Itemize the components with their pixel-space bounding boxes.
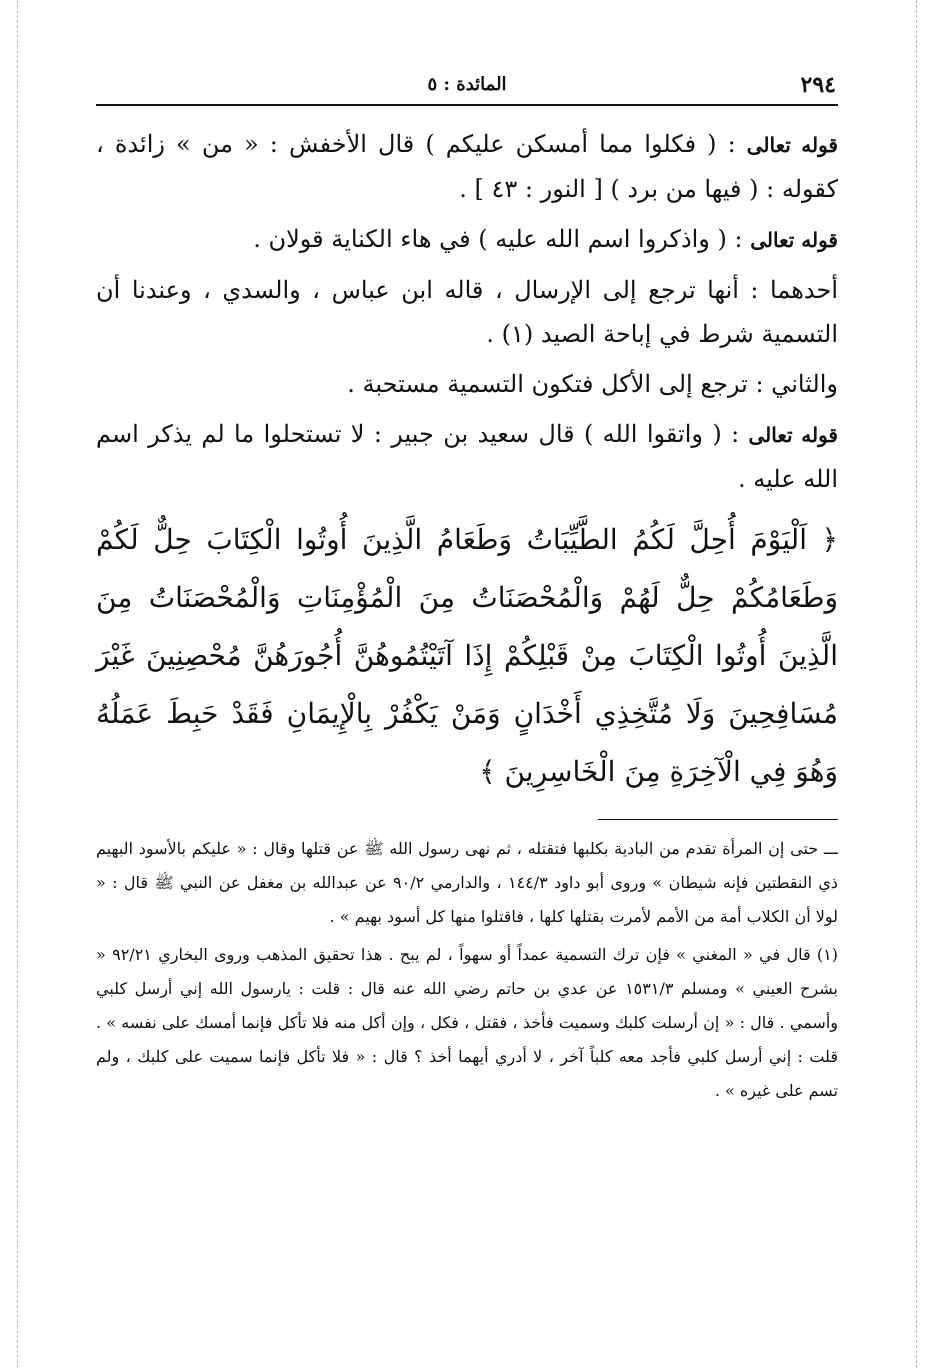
right-margin-guide [916,0,917,1368]
paragraph-5 [96,412,838,501]
footnote-continued: ـــ حتى إن المرأة تقدم من البادية بكلبها فتقتله ، ثم نهى رسول الله ﷺ عن قتلها وقال : « عليكم بالأسود البهيم ذي النقطتين فإنه شيطان » وروى أبو داود ١٤٤/٣ ، والدارمي ٩٠/٢ عن عبدالله بن مغفل عن النبي ﷺ قال : « لولا أن الكلاب أمة من الأمم لأمرت بقتلها كلها ، فاقتلوا منها كل أسود بهيم » . [96,839,839,926]
paragraph-text: : ( واذكروا اسم الله عليه ) في هاء الكناية قولان . [253,225,743,253]
page-number: ٢٩٤ [800,72,836,98]
footnotes [96,832,838,1108]
book-page [96,60,838,1112]
paragraph-lead: قوله تعالى [746,133,838,157]
paragraph-1 [96,122,838,211]
paragraph-lead: قوله تعالى [750,228,838,252]
footnote-separator [598,819,838,820]
quran-verse: ﴿ اَلْيَوْمَ أُحِلَّ لَكُمُ الطَّيِّبَاتُ وَطَعَامُ الَّذِينَ أُوتُوا الْكِتَابَ حِلٌّ لَكُمْ وَطَعَامُكُمْ حِلٌّ لَهُمْ وَالْمُحْصَنَاتُ مِنَ الْمُؤْمِنَاتِ وَالْمُحْصَنَاتُ مِنَ الَّذِينَ أُوتُوا الْكِتَابَ مِنْ قَبْلِكُمْ إِذَا آتَيْتُمُوهُنَّ أُجُورَهُنَّ مُحْصِنِينَ غَيْرَ مُسَافِحِينَ وَلَا مُتَّخِذِي أَخْدَانٍ وَمَنْ يَكْفُرْ بِالْإِيمَانِ فَقَدْ حَبِطَ عَمَلُهُ وَهُوَ فِي الْآخِرَةِ مِنَ الْخَاسِرِينَ ﴾ [96,523,838,788]
footnote-1: (١) قال في « المغني » فإن ترك التسمية عمداً أو سهواً ، لم يبح . هذا تحقيق المذهب وروى البخاري ٩٢/٢١ « بشرح العيني » ومسلم ١٥٣١/٣ عن عدي بن حاتم رضي الله عنه قال : قلت : يارسول الله إني أرسل كلبي وأسمي . قال : « إن أرسلت كلبك وسميت فأخذ ، فقتل ، فكل ، وإن أكل منه فلا تأكل فإنما أمسك على نفسه » . قلت : إني أرسل كلبي فأجد معه كلباً آخر ، لا أدري أيهما أخذ ؟ قال : « فلا تأكل فإنما سميت على كلبك ، ولم تسم على غيره » . [96,945,839,1100]
paragraph-lead: قوله تعالى [748,423,838,447]
paragraph-text: : ( واتقوا الله ) قال سعيد بن جبير : لا تستحلوا ما لم يذكر اسم الله عليه . [96,420,838,493]
paragraph-2 [96,217,838,262]
paragraph-3: أحدهما : أنها ترجع إلى الإرسال ، قاله ابن عباس ، والسدي ، وعندنا أن التسمية شرط في إباحة الصيد (١) . [96,276,838,348]
main-text [96,122,838,801]
page-header [96,60,838,106]
paragraph-4: والثاني : ترجع إلى الأكل فتكون التسمية مستحبة . [347,370,838,398]
left-margin-guide [17,0,18,1368]
paragraph-text: : ( فكلوا مما أمسكن عليكم ) قال الأخفش : « من » زائدة ، كقوله : ( فيها من برد ) [ النور : ٤٣ ] . [96,130,838,203]
running-title: المائدة : ٥ [427,74,507,95]
